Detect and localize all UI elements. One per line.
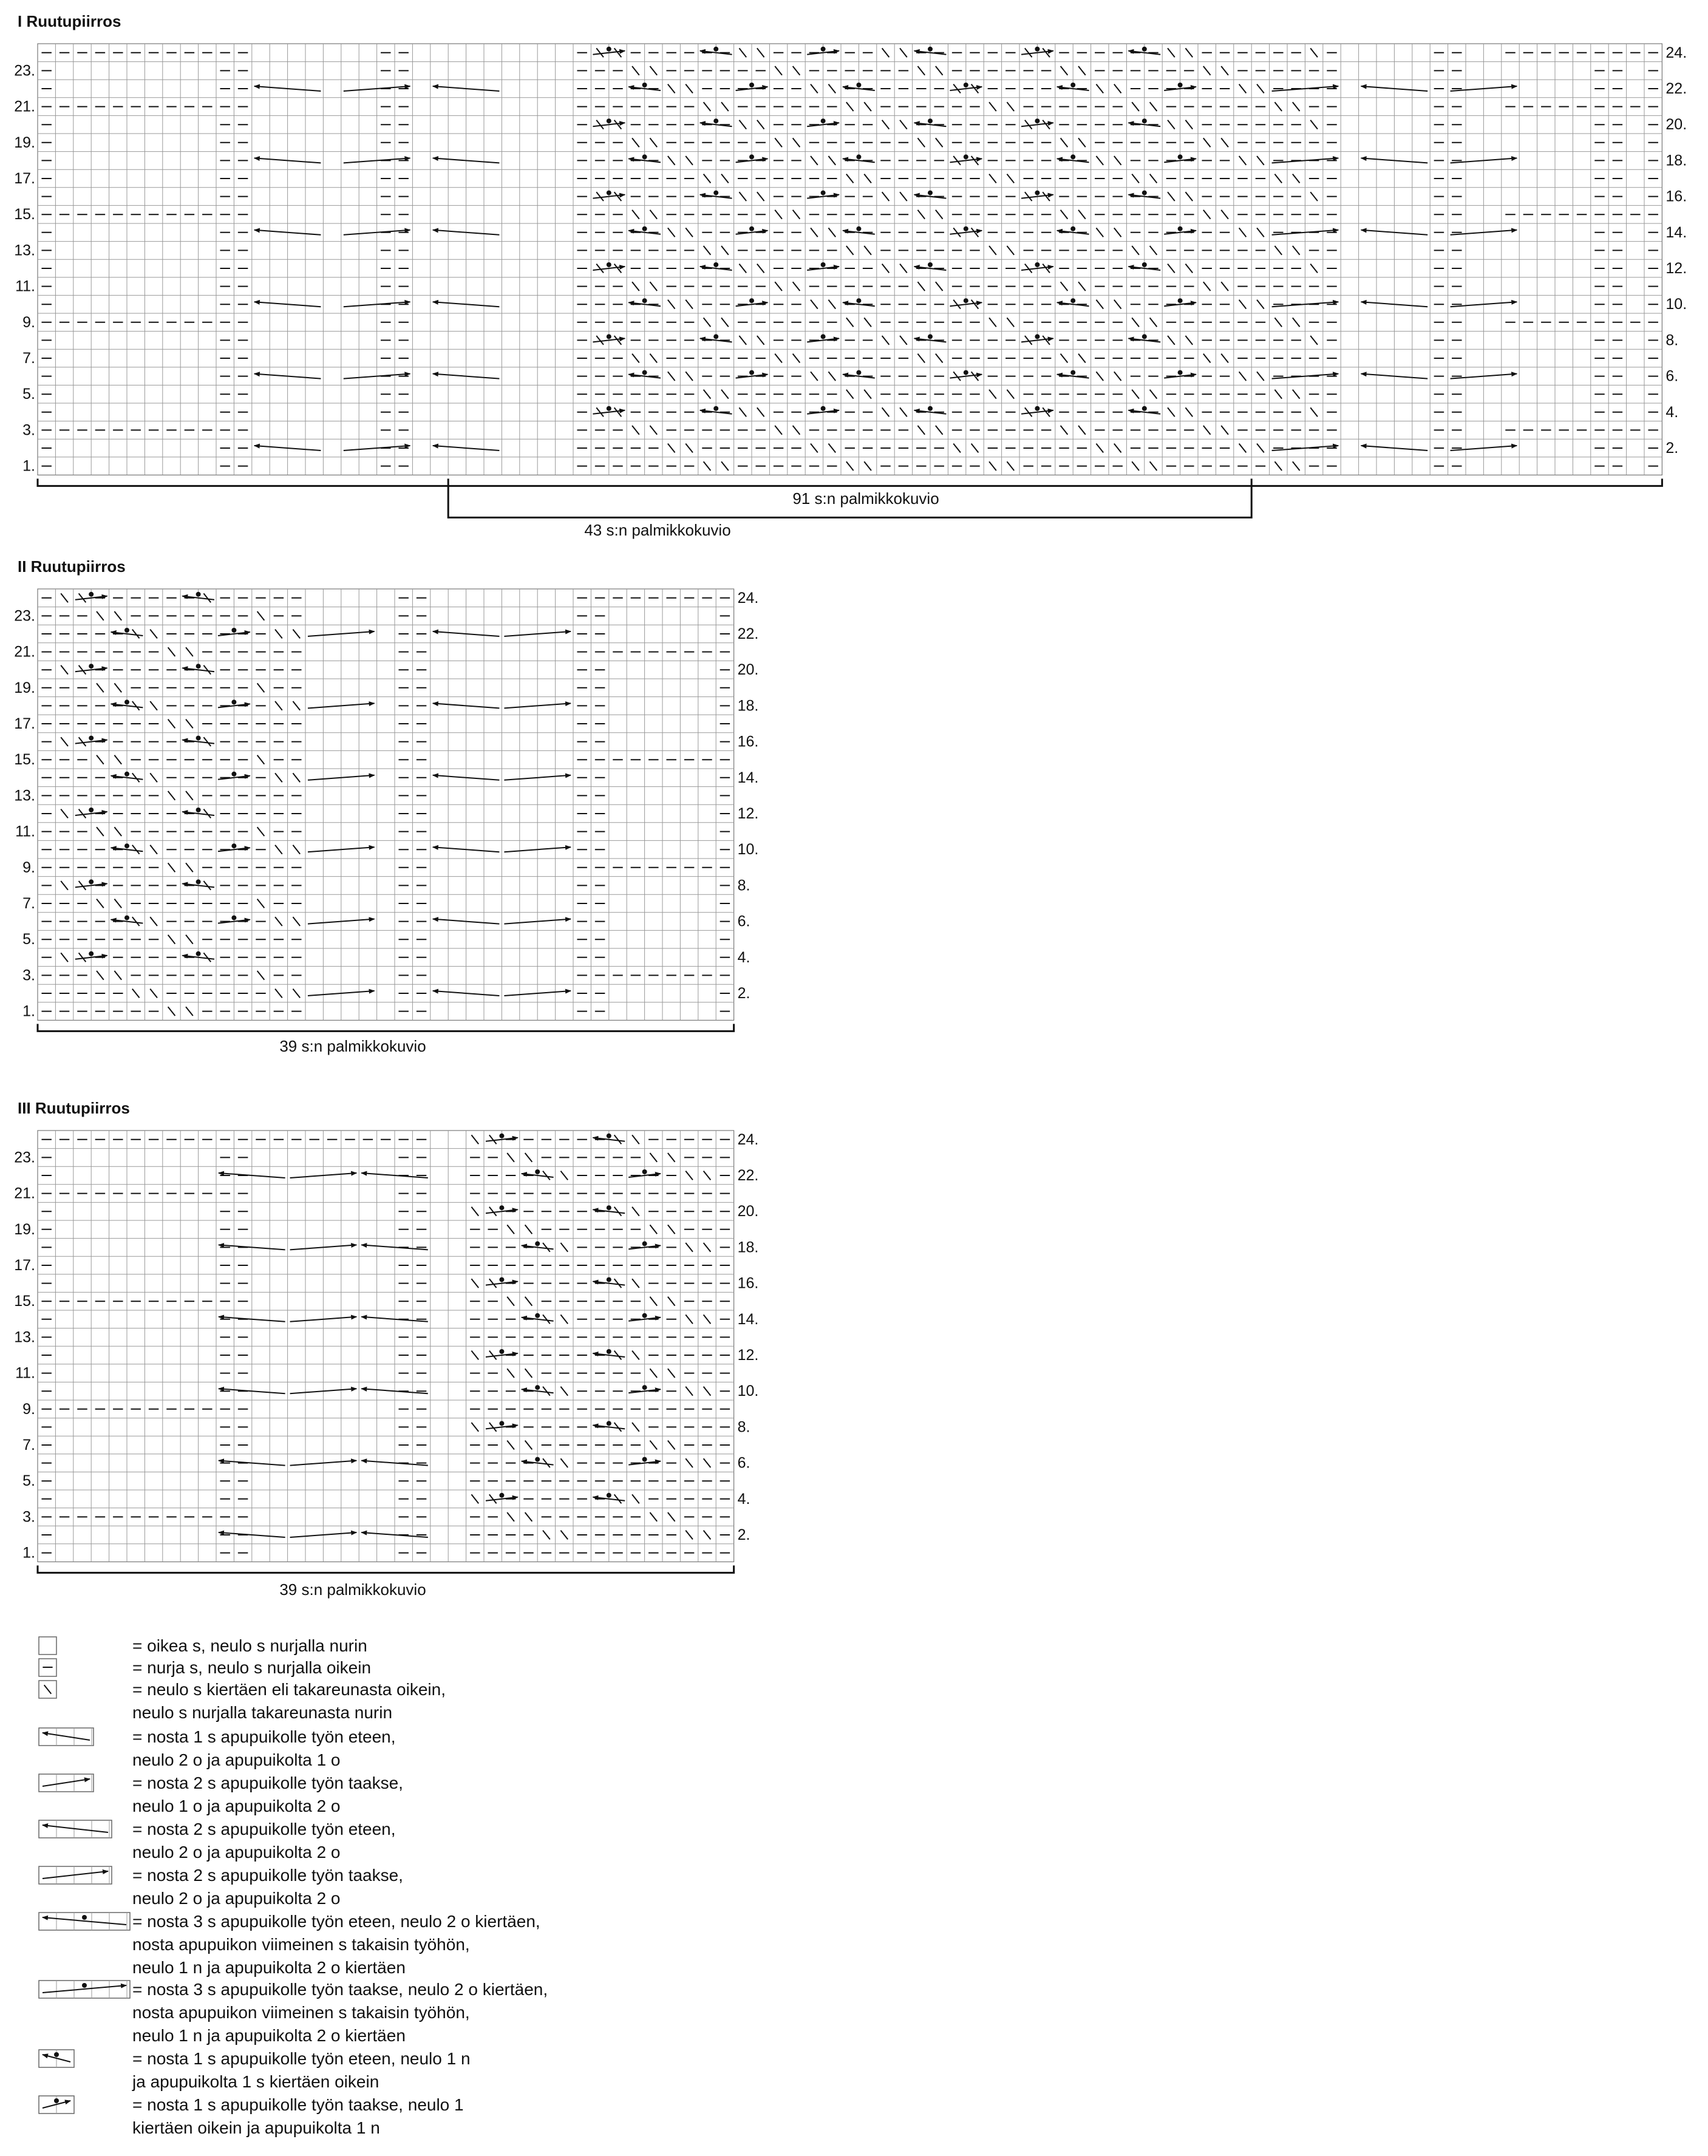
cable-dot bbox=[928, 191, 933, 196]
row-number-left: 7. bbox=[22, 350, 35, 367]
row-number-left: 17. bbox=[14, 715, 35, 732]
row-number-right: 20. bbox=[737, 661, 759, 679]
cable-dot bbox=[607, 334, 611, 339]
cable-dot bbox=[642, 1385, 647, 1390]
row-number-right: 12. bbox=[737, 1347, 759, 1364]
row-number-right: 4. bbox=[1665, 403, 1679, 421]
cable-dot bbox=[1178, 226, 1183, 231]
cable-dot bbox=[713, 47, 718, 52]
cable-dot bbox=[231, 699, 236, 704]
cable-dot bbox=[607, 406, 611, 411]
row-number-right: 8. bbox=[737, 877, 750, 894]
chart-1-grid bbox=[14, 44, 1687, 517]
cable-dot bbox=[196, 951, 201, 956]
row-number-left: 15. bbox=[14, 1293, 35, 1310]
cable-dot bbox=[607, 191, 611, 196]
cable-dot bbox=[928, 406, 933, 411]
row-number-right: 24. bbox=[737, 589, 759, 607]
cable-dot bbox=[856, 154, 861, 159]
cable-dot bbox=[499, 1277, 504, 1282]
cable-dot bbox=[856, 226, 861, 231]
legend-text-line: = nosta 2 s apupuikolle työn eteen, bbox=[132, 1820, 396, 1838]
cable-dot bbox=[1035, 118, 1039, 123]
cable-dot bbox=[821, 47, 826, 52]
legend-symbol-cable-1-over-2-front bbox=[39, 1728, 94, 1746]
cable-dot bbox=[607, 47, 611, 52]
legend-symbol-cross-1-front-dot bbox=[39, 2050, 74, 2067]
cable-dot bbox=[196, 592, 201, 597]
cable-dot bbox=[713, 406, 718, 411]
cable-dot bbox=[642, 298, 647, 303]
cable-dot bbox=[1070, 83, 1075, 87]
cable-dot bbox=[124, 772, 129, 777]
legend-text-line: neulo 2 o ja apupuikolta 1 o bbox=[132, 1750, 341, 1769]
cable-dot bbox=[1142, 406, 1147, 411]
row-number-left: 23. bbox=[14, 1149, 35, 1166]
row-number-left: 3. bbox=[22, 967, 35, 984]
row-number-left: 1. bbox=[22, 457, 35, 475]
cable-dot bbox=[1178, 154, 1183, 159]
cable-dot bbox=[535, 1457, 540, 1462]
legend-text-line: = nosta 1 s apupuikolle työn taakse, neulo 1 bbox=[132, 2095, 464, 2114]
cable-dot bbox=[196, 736, 201, 741]
legend-symbol-cable-2-over-1-back bbox=[39, 1774, 94, 1792]
row-number-right: 4. bbox=[737, 1490, 750, 1508]
legend-text-line: nosta apupuikon viimeinen s takaisin työhön, bbox=[132, 1935, 470, 1954]
legend-text-line: neulo 1 n ja apupuikolta 2 o kiertäen bbox=[132, 2026, 406, 2045]
cable-dot bbox=[749, 226, 754, 231]
legend-symbol-cable-3-back-dot bbox=[39, 1981, 130, 1998]
row-number-left: 5. bbox=[22, 1472, 35, 1490]
cable-dot bbox=[1142, 334, 1147, 339]
row-number-left: 7. bbox=[22, 895, 35, 912]
cable-dot bbox=[607, 1421, 611, 1426]
cable-dot bbox=[82, 1915, 87, 1920]
row-number-right: 24. bbox=[737, 1131, 759, 1148]
cable-dot bbox=[89, 808, 94, 812]
cable-dot bbox=[856, 83, 861, 87]
cable-dot bbox=[124, 916, 129, 920]
cable-dot bbox=[642, 1241, 647, 1246]
legend-text-line: neulo 1 o ja apupuikolta 2 o bbox=[132, 1797, 341, 1815]
cable-dot bbox=[642, 370, 647, 375]
legend-symbol-cable-2-over-2-front bbox=[39, 1820, 112, 1838]
cable-dot bbox=[642, 1169, 647, 1174]
row-number-left: 23. bbox=[14, 62, 35, 80]
row-number-right: 12. bbox=[1665, 260, 1687, 277]
row-number-left: 13. bbox=[14, 787, 35, 804]
row-number-left: 21. bbox=[14, 98, 35, 115]
cable-dot bbox=[713, 334, 718, 339]
cable-dot bbox=[89, 592, 94, 597]
cable-dot bbox=[89, 951, 94, 956]
legend-text-line: = neulo s kiertäen eli takareunasta oikein, bbox=[132, 1680, 446, 1699]
row-number-left: 19. bbox=[14, 1220, 35, 1238]
row-number-right: 24. bbox=[1665, 44, 1687, 61]
row-number-left: 5. bbox=[22, 931, 35, 948]
row-number-right: 22. bbox=[737, 1167, 759, 1184]
legend-swatch bbox=[39, 1637, 56, 1654]
cable-dot bbox=[89, 664, 94, 668]
row-number-right: 14. bbox=[737, 1310, 759, 1328]
row-number-left: 9. bbox=[22, 859, 35, 876]
legend-symbol-purl-dash bbox=[39, 1659, 56, 1676]
cable-dot bbox=[928, 47, 933, 52]
cable-dot bbox=[535, 1169, 540, 1174]
row-number-left: 11. bbox=[15, 823, 35, 840]
legend-symbol-knit-square bbox=[39, 1637, 56, 1654]
cable-dot bbox=[821, 118, 826, 123]
cable-dot bbox=[535, 1385, 540, 1390]
legend-symbol-cable-3-front-dot bbox=[39, 1913, 130, 1930]
cable-dot bbox=[749, 298, 754, 303]
row-number-left: 19. bbox=[14, 134, 35, 151]
cable-dot bbox=[964, 83, 968, 87]
row-number-right: 12. bbox=[737, 805, 759, 822]
cable-dot bbox=[607, 1349, 611, 1354]
cable-dot bbox=[82, 1983, 87, 1988]
cable-dot bbox=[856, 298, 861, 303]
row-number-left: 13. bbox=[14, 242, 35, 259]
row-number-right: 10. bbox=[1665, 296, 1687, 313]
cable-dot bbox=[535, 1241, 540, 1246]
chart-1-title: I Ruutupiirros bbox=[18, 12, 121, 30]
row-number-left: 15. bbox=[14, 206, 35, 223]
legend-symbol-cable-2-over-2-back bbox=[39, 1866, 112, 1884]
row-number-left: 11. bbox=[15, 277, 35, 295]
row-number-left: 3. bbox=[22, 421, 35, 439]
row-number-right: 6. bbox=[737, 1454, 750, 1472]
legend-text-line: = nosta 2 s apupuikolle työn taakse, bbox=[132, 1866, 403, 1885]
cable-dot bbox=[713, 118, 718, 123]
cable-dot bbox=[535, 1313, 540, 1318]
cable-dot bbox=[1035, 334, 1039, 339]
legend-text-line: = nosta 3 s apupuikolle työn taakse, neulo 2 o kiertäen, bbox=[132, 1980, 548, 1999]
legend-symbol-cross-1-back-dot bbox=[39, 2096, 74, 2113]
cable-dot bbox=[964, 154, 968, 159]
cable-dot bbox=[231, 916, 236, 920]
cable-dot bbox=[821, 262, 826, 267]
cable-dot bbox=[89, 736, 94, 741]
cable-dot bbox=[642, 1313, 647, 1318]
cable-dot bbox=[499, 1134, 504, 1138]
row-number-right: 14. bbox=[1665, 223, 1687, 241]
chart-2-grid bbox=[14, 589, 758, 1031]
legend-text-line: = nosta 1 s apupuikolle työn eteen, bbox=[132, 1727, 396, 1746]
cable-dot bbox=[607, 1493, 611, 1498]
cable-dot bbox=[231, 772, 236, 777]
row-number-left: 3. bbox=[22, 1508, 35, 1526]
row-number-right: 4. bbox=[737, 948, 750, 966]
cable-dot bbox=[964, 226, 968, 231]
legend-text-line: = nosta 1 s apupuikolle työn eteen, neulo 1 n bbox=[132, 2049, 471, 2068]
cable-dot bbox=[499, 1349, 504, 1354]
symbol-legend bbox=[39, 1636, 548, 2137]
cable-dot bbox=[607, 118, 611, 123]
legend-symbol-twisted-slash bbox=[39, 1681, 56, 1698]
legend-text-line: nosta apupuikon viimeinen s takaisin työhön, bbox=[132, 2003, 470, 2022]
legend-text-line: neulo 2 o ja apupuikolta 2 o bbox=[132, 1843, 341, 1862]
cable-dot bbox=[642, 83, 647, 87]
cable-dot bbox=[1070, 370, 1075, 375]
row-number-left: 17. bbox=[14, 170, 35, 187]
row-number-left: 5. bbox=[22, 386, 35, 403]
cable-dot bbox=[54, 2052, 59, 2057]
row-number-right: 18. bbox=[737, 697, 759, 715]
cable-dot bbox=[124, 628, 129, 633]
cable-dot bbox=[607, 262, 611, 267]
cable-dot bbox=[928, 262, 933, 267]
row-number-left: 15. bbox=[14, 751, 35, 769]
cable-dot bbox=[749, 370, 754, 375]
row-number-right: 22. bbox=[737, 625, 759, 642]
cable-dot bbox=[1035, 47, 1039, 52]
cable-dot bbox=[124, 843, 129, 848]
chart-3-grid bbox=[14, 1131, 758, 1573]
cable-dot bbox=[607, 1205, 611, 1210]
row-number-left: 11. bbox=[15, 1364, 35, 1382]
chart-1-bracket-label-91: 91 s:n palmikkokuvio bbox=[792, 489, 939, 508]
row-number-left: 21. bbox=[14, 643, 35, 661]
row-number-left: 21. bbox=[14, 1185, 35, 1202]
cable-dot bbox=[1142, 47, 1147, 52]
cable-dot bbox=[642, 1457, 647, 1462]
cable-dot bbox=[89, 879, 94, 884]
cable-dot bbox=[1142, 191, 1147, 196]
row-number-right: 8. bbox=[737, 1418, 750, 1436]
cable-dot bbox=[642, 226, 647, 231]
cable-dot bbox=[1035, 406, 1039, 411]
cable-dot bbox=[1142, 262, 1147, 267]
cable-dot bbox=[124, 699, 129, 704]
bracket-main bbox=[38, 1565, 734, 1573]
row-number-left: 1. bbox=[22, 1544, 35, 1562]
legend-text-line: kiertäen oikein ja apupuikolta 1 n bbox=[132, 2118, 380, 2137]
cable-dot bbox=[749, 154, 754, 159]
row-number-right: 8. bbox=[1665, 332, 1679, 349]
cable-dot bbox=[54, 2098, 59, 2103]
row-number-right: 2. bbox=[737, 985, 750, 1002]
cable-dot bbox=[821, 334, 826, 339]
row-number-left: 17. bbox=[14, 1257, 35, 1274]
chart-3-bracket-label: 39 s:n palmikkokuvio bbox=[279, 1580, 426, 1599]
bracket-main bbox=[38, 1024, 734, 1031]
chart-2-bracket-label: 39 s:n palmikkokuvio bbox=[279, 1037, 426, 1055]
legend-text-line: = oikea s, neulo s nurjalla nurin bbox=[132, 1636, 367, 1655]
cable-dot bbox=[1035, 191, 1039, 196]
row-number-left: 1. bbox=[22, 1002, 35, 1020]
chart-2-title: II Ruutupiirros bbox=[18, 557, 126, 576]
legend-text-line: neulo 1 n ja apupuikolta 2 o kiertäen bbox=[132, 1958, 406, 1977]
row-number-right: 16. bbox=[737, 1274, 759, 1292]
row-number-right: 10. bbox=[737, 841, 759, 859]
row-number-right: 10. bbox=[737, 1382, 759, 1400]
cable-dot bbox=[499, 1205, 504, 1210]
row-number-right: 2. bbox=[737, 1526, 750, 1543]
cable-dot bbox=[1070, 298, 1075, 303]
cable-dot bbox=[1035, 262, 1039, 267]
row-number-right: 6. bbox=[737, 913, 750, 930]
cable-dot bbox=[856, 370, 861, 375]
cable-dot bbox=[928, 118, 933, 123]
row-number-left: 23. bbox=[14, 607, 35, 625]
bracket-main bbox=[38, 478, 1662, 486]
cable-dot bbox=[231, 628, 236, 633]
cable-dot bbox=[196, 808, 201, 812]
cable-dot bbox=[1070, 154, 1075, 159]
cable-dot bbox=[1178, 298, 1183, 303]
chart-3-title: III Ruutupiirros bbox=[18, 1099, 130, 1117]
cable-dot bbox=[499, 1493, 504, 1498]
cable-dot bbox=[1178, 83, 1183, 87]
row-number-left: 7. bbox=[22, 1437, 35, 1454]
cable-dot bbox=[196, 879, 201, 884]
cable-dot bbox=[607, 1277, 611, 1282]
row-number-left: 19. bbox=[14, 679, 35, 696]
cable-dot bbox=[964, 298, 968, 303]
cable-dot bbox=[821, 191, 826, 196]
cable-dot bbox=[231, 843, 236, 848]
row-number-right: 18. bbox=[737, 1239, 759, 1256]
legend-text-line: ja apupuikolta 1 s kiertäen oikein bbox=[132, 2072, 379, 2091]
cable-dot bbox=[1178, 370, 1183, 375]
row-number-right: 20. bbox=[737, 1203, 759, 1220]
legend-text-line: = nurja s, neulo s nurjalla oikein bbox=[132, 1658, 372, 1677]
cable-dot bbox=[642, 154, 647, 159]
row-number-left: 13. bbox=[14, 1328, 35, 1346]
cable-dot bbox=[607, 1134, 611, 1138]
cable-dot bbox=[964, 370, 968, 375]
cable-dot bbox=[749, 83, 754, 87]
legend-text-line: neulo 2 o ja apupuikolta 2 o bbox=[132, 1889, 341, 1908]
row-number-right: 16. bbox=[1665, 188, 1687, 205]
cable-dot bbox=[499, 1421, 504, 1426]
cable-dot bbox=[713, 262, 718, 267]
row-number-right: 20. bbox=[1665, 116, 1687, 134]
legend-text-line: neulo s nurjalla takareunasta nurin bbox=[132, 1703, 393, 1722]
cable-dot bbox=[713, 191, 718, 196]
row-number-right: 14. bbox=[737, 769, 759, 786]
row-number-right: 6. bbox=[1665, 367, 1679, 385]
legend-text-line: = nosta 2 s apupuikolle työn taakse, bbox=[132, 1773, 403, 1792]
row-number-right: 18. bbox=[1665, 152, 1687, 169]
legend-text-line: = nosta 3 s apupuikolle työn eteen, neulo 2 o kiertäen, bbox=[132, 1912, 540, 1931]
cable-dot bbox=[196, 664, 201, 668]
row-number-right: 22. bbox=[1665, 80, 1687, 97]
cable-dot bbox=[821, 406, 826, 411]
cable-dot bbox=[928, 334, 933, 339]
row-number-left: 9. bbox=[22, 1400, 35, 1418]
cable-dot bbox=[1142, 118, 1147, 123]
row-number-right: 16. bbox=[737, 733, 759, 750]
cable-dot bbox=[1070, 226, 1075, 231]
chart-1-bracket-label-43: 43 s:n palmikkokuvio bbox=[584, 521, 731, 539]
row-number-left: 9. bbox=[22, 313, 35, 331]
row-number-right: 2. bbox=[1665, 440, 1679, 457]
